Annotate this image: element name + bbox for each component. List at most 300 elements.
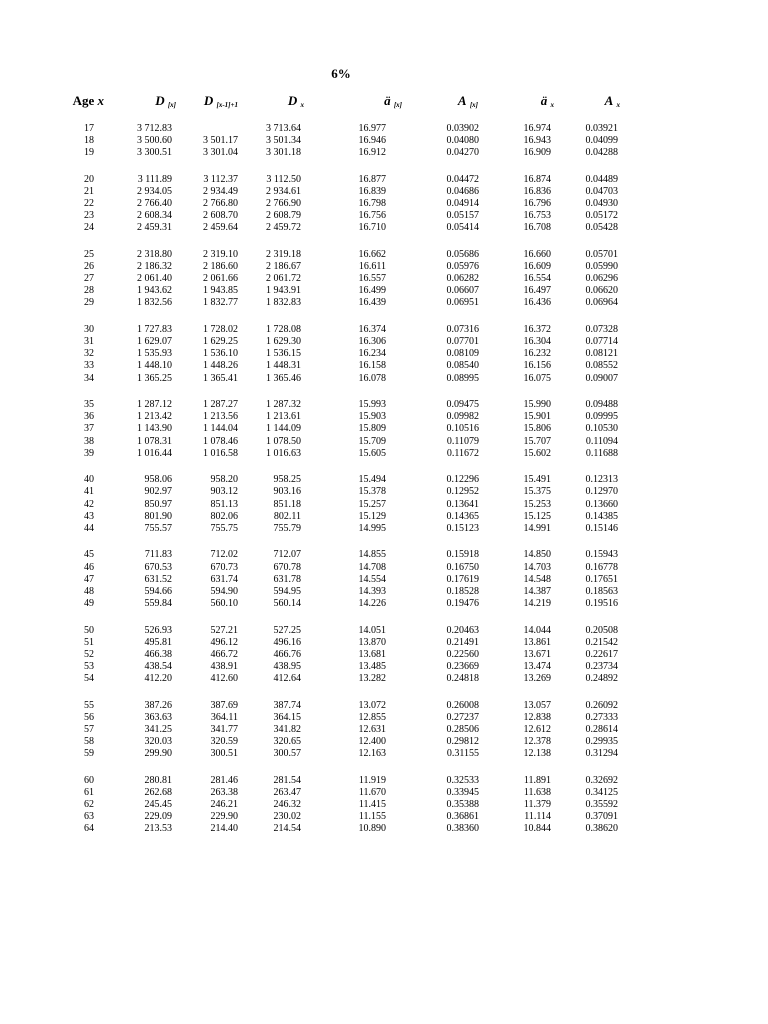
header-assurance-select-subscript: [x] xyxy=(469,101,478,109)
d-select-cell: 1 016.44 xyxy=(137,447,172,459)
age-cell: 33 xyxy=(84,360,94,372)
d-select-prev-cell: 1 448.26 xyxy=(203,360,238,372)
d-select-prev-cell: 466.72 xyxy=(210,648,238,660)
header-annuity-x-subscript: x xyxy=(550,101,554,109)
table-row xyxy=(0,174,768,186)
d-select-prev-cell: 3 501.17 xyxy=(203,135,238,147)
annuity-select-cell: 14.995 xyxy=(358,522,386,534)
d-select-prev-cell: 2 186.60 xyxy=(203,261,238,273)
annuity-select-cell: 13.681 xyxy=(358,648,386,660)
table-row xyxy=(0,249,768,261)
d-select-prev-cell: 903.12 xyxy=(210,486,238,498)
table-row xyxy=(0,811,768,823)
d-select-cell: 229.09 xyxy=(144,811,172,822)
assurance-x-cell: 0.06620 xyxy=(585,285,618,297)
annuity-x-cell: 14.044 xyxy=(523,624,551,636)
annuity-select-cell: 16.839 xyxy=(358,186,386,197)
age-cell: 31 xyxy=(84,336,94,348)
annuity-select-cell: 16.499 xyxy=(358,285,386,297)
d-select-cell: 755.57 xyxy=(144,522,172,534)
annuity-x-cell: 16.075 xyxy=(523,372,551,384)
annuity-select-cell: 16.877 xyxy=(358,173,386,185)
d-select-cell: 466.38 xyxy=(144,648,172,660)
d-select-cell: 387.26 xyxy=(144,699,172,711)
annuity-x-cell: 14.991 xyxy=(523,522,551,534)
d-x-cell: 300.57 xyxy=(273,748,301,759)
age-cell: 53 xyxy=(84,660,94,672)
age-cell: 60 xyxy=(84,774,94,786)
d-select-cell: 631.52 xyxy=(144,573,172,585)
d-x-cell: 1 078.50 xyxy=(266,435,301,447)
annuity-select-cell: 14.226 xyxy=(358,597,386,609)
table-row xyxy=(0,562,768,574)
d-select-prev-cell: 2 061.66 xyxy=(203,273,238,285)
assurance-select-cell: 0.09475 xyxy=(446,399,479,411)
d-select-cell: 2 766.40 xyxy=(137,198,172,210)
header-annuity-select-symbol: ä xyxy=(384,93,391,108)
assurance-select-cell: 0.23669 xyxy=(446,660,479,672)
assurance-x-cell: 0.07328 xyxy=(585,324,618,336)
table-row xyxy=(0,297,768,309)
table-row xyxy=(0,649,768,661)
d-select-prev-cell: 320.59 xyxy=(210,735,238,747)
d-select-cell: 363.63 xyxy=(144,711,172,723)
table-row xyxy=(0,598,768,610)
d-select-prev-cell: 1 832.77 xyxy=(203,297,238,309)
assurance-select-cell: 0.04270 xyxy=(446,147,479,159)
header-assurance-x-subscript: x xyxy=(616,101,620,109)
annuity-x-cell: 12.378 xyxy=(523,735,551,747)
table-row xyxy=(0,336,768,348)
table-row xyxy=(0,373,768,385)
d-select-cell: 902.97 xyxy=(144,486,172,498)
table-row xyxy=(0,787,768,799)
d-x-cell: 670.78 xyxy=(273,561,301,573)
d-select-prev-cell: 341.77 xyxy=(210,723,238,735)
annuity-select-cell: 16.439 xyxy=(358,297,386,309)
column-header-row xyxy=(0,93,768,113)
assurance-x-cell: 0.04288 xyxy=(585,147,618,159)
table-row xyxy=(0,474,768,486)
assurance-select-cell: 0.35388 xyxy=(446,798,479,810)
annuity-select-cell: 15.129 xyxy=(358,510,386,522)
age-cell: 56 xyxy=(84,711,94,723)
annuity-select-cell: 12.855 xyxy=(358,711,386,723)
table-row xyxy=(0,436,768,448)
assurance-x-cell: 0.09007 xyxy=(585,372,618,384)
d-select-cell: 670.53 xyxy=(144,561,172,573)
table-row xyxy=(0,736,768,748)
table-row xyxy=(0,700,768,712)
assurance-x-cell: 0.07714 xyxy=(585,336,618,348)
annuity-x-cell: 16.909 xyxy=(523,147,551,159)
d-select-cell: 801.90 xyxy=(144,510,172,522)
header-assurance-select-symbol: A xyxy=(457,93,467,108)
table-row xyxy=(0,411,768,423)
assurance-select-cell: 0.14365 xyxy=(446,510,479,522)
annuity-select-cell: 13.072 xyxy=(358,699,386,711)
header-annuity-select-subscript: [x] xyxy=(393,101,402,109)
annuity-x-cell: 15.990 xyxy=(523,399,551,411)
table-row xyxy=(0,748,768,760)
age-cell: 35 xyxy=(84,399,94,411)
d-select-prev-cell: 496.12 xyxy=(210,636,238,648)
d-x-cell: 594.95 xyxy=(273,585,301,597)
d-x-cell: 1 287.32 xyxy=(266,399,301,411)
assurance-x-cell: 0.08552 xyxy=(585,360,618,372)
d-select-prev-cell: 2 766.80 xyxy=(203,198,238,210)
table-row xyxy=(0,399,768,411)
d-select-cell: 1 143.90 xyxy=(137,423,172,435)
assurance-x-cell: 0.12313 xyxy=(585,474,618,486)
table-row xyxy=(0,549,768,561)
d-select-cell: 1 213.42 xyxy=(137,411,172,423)
table-row xyxy=(0,285,768,297)
annuity-x-cell: 16.304 xyxy=(523,336,551,348)
assurance-x-cell: 0.22617 xyxy=(585,648,618,660)
d-select-cell: 2 459.31 xyxy=(137,222,172,234)
table-row xyxy=(0,511,768,523)
d-select-prev-cell: 594.90 xyxy=(210,585,238,597)
d-select-cell: 2 934.05 xyxy=(137,186,172,197)
age-cell: 54 xyxy=(84,672,94,684)
annuity-x-cell: 15.707 xyxy=(523,435,551,447)
d-x-cell: 246.32 xyxy=(273,798,301,810)
assurance-select-cell: 0.26008 xyxy=(446,699,479,711)
table-row xyxy=(0,123,768,135)
d-x-cell: 1 832.83 xyxy=(266,297,301,309)
annuity-x-cell: 11.891 xyxy=(523,774,551,786)
assurance-select-cell: 0.03902 xyxy=(446,123,479,134)
age-cell: 51 xyxy=(84,636,94,648)
d-x-cell: 466.76 xyxy=(273,648,301,660)
table-row xyxy=(0,673,768,685)
table-row xyxy=(0,775,768,787)
table-row xyxy=(0,198,768,210)
assurance-select-cell: 0.32533 xyxy=(446,774,479,786)
assurance-x-cell: 0.15146 xyxy=(585,522,618,534)
assurance-select-cell: 0.04080 xyxy=(446,135,479,147)
d-select-cell: 2 608.34 xyxy=(137,210,172,222)
table-row xyxy=(0,823,768,835)
assurance-select-cell: 0.33945 xyxy=(446,786,479,798)
annuity-x-cell: 15.253 xyxy=(523,498,551,510)
d-select-prev-cell: 387.69 xyxy=(210,699,238,711)
d-select-prev-cell: 1 536.10 xyxy=(203,348,238,360)
assurance-select-cell: 0.04686 xyxy=(446,186,479,197)
age-cell: 26 xyxy=(84,261,94,273)
assurance-x-cell: 0.11094 xyxy=(585,435,618,447)
assurance-select-cell: 0.18528 xyxy=(446,585,479,597)
assurance-select-cell: 0.19476 xyxy=(446,597,479,609)
annuity-select-cell: 14.554 xyxy=(358,573,386,585)
assurance-select-cell: 0.17619 xyxy=(446,573,479,585)
d-select-cell: 1 535.93 xyxy=(137,348,172,360)
header-age-label: Age x xyxy=(72,93,104,108)
header-assurance-x-symbol: A xyxy=(604,93,614,108)
d-select-cell: 3 500.60 xyxy=(137,135,172,147)
assurance-x-cell: 0.21542 xyxy=(585,636,618,648)
annuity-x-cell: 12.612 xyxy=(523,723,551,735)
assurance-x-cell: 0.05701 xyxy=(585,249,618,260)
assurance-x-cell: 0.14385 xyxy=(585,510,618,522)
d-select-prev-cell: 2 319.10 xyxy=(203,249,238,260)
d-select-cell: 438.54 xyxy=(144,660,172,672)
assurance-x-cell: 0.05990 xyxy=(585,261,618,273)
annuity-x-cell: 15.491 xyxy=(523,474,551,486)
table-row xyxy=(0,486,768,498)
d-select-prev-cell: 527.21 xyxy=(210,624,238,636)
assurance-x-cell: 0.06964 xyxy=(585,297,618,309)
assurance-select-cell: 0.11079 xyxy=(446,435,479,447)
assurance-x-cell: 0.09488 xyxy=(585,399,618,411)
annuity-select-cell: 11.670 xyxy=(358,786,386,798)
d-select-prev-cell: 2 459.64 xyxy=(203,222,238,234)
annuity-select-cell: 16.557 xyxy=(358,273,386,285)
d-select-prev-cell: 755.75 xyxy=(210,522,238,534)
header-d-x-symbol: D xyxy=(287,93,298,108)
annuity-select-cell: 14.855 xyxy=(358,549,386,561)
d-select-prev-cell: 3 301.04 xyxy=(203,147,238,159)
age-cell: 40 xyxy=(84,474,94,486)
age-cell: 21 xyxy=(84,186,94,197)
table-row xyxy=(0,273,768,285)
table-row xyxy=(0,724,768,736)
d-select-prev-cell: 1 144.04 xyxy=(203,423,238,435)
d-select-prev-cell: 958.20 xyxy=(210,474,238,486)
header-d-select-prev-subscript: [x-1]+1 xyxy=(216,101,238,109)
annuity-x-cell: 16.974 xyxy=(523,123,551,134)
assurance-x-cell: 0.23734 xyxy=(585,660,618,672)
annuity-x-cell: 15.806 xyxy=(523,423,551,435)
annuity-x-cell: 16.156 xyxy=(523,360,551,372)
age-cell: 49 xyxy=(84,597,94,609)
d-select-prev-cell: 2 934.49 xyxy=(203,186,238,197)
annuity-x-cell: 16.660 xyxy=(523,249,551,260)
d-select-prev-cell: 1 287.27 xyxy=(203,399,238,411)
age-cell: 32 xyxy=(84,348,94,360)
assurance-select-cell: 0.05686 xyxy=(446,249,479,260)
assurance-x-cell: 0.24892 xyxy=(585,672,618,684)
assurance-x-cell: 0.06296 xyxy=(585,273,618,285)
annuity-select-cell: 14.708 xyxy=(358,561,386,573)
annuity-x-cell: 16.609 xyxy=(523,261,551,273)
d-x-cell: 230.02 xyxy=(273,811,301,822)
d-x-cell: 387.74 xyxy=(273,699,301,711)
annuity-select-cell: 15.378 xyxy=(358,486,386,498)
d-select-cell: 299.90 xyxy=(144,748,172,759)
assurance-select-cell: 0.07316 xyxy=(446,324,479,336)
d-select-prev-cell: 263.38 xyxy=(210,786,238,798)
age-cell: 29 xyxy=(84,297,94,309)
assurance-select-cell: 0.38360 xyxy=(446,823,479,835)
annuity-x-cell: 13.861 xyxy=(523,636,551,648)
table-row xyxy=(0,574,768,586)
table-row xyxy=(0,324,768,336)
d-x-cell: 1 943.91 xyxy=(266,285,301,297)
d-select-cell: 1 943.62 xyxy=(137,285,172,297)
annuity-select-cell: 13.485 xyxy=(358,660,386,672)
d-select-prev-cell: 560.10 xyxy=(210,597,238,609)
annuity-x-cell: 16.753 xyxy=(523,210,551,222)
d-x-cell: 1 448.31 xyxy=(266,360,301,372)
d-select-cell: 280.81 xyxy=(144,774,172,786)
age-cell: 42 xyxy=(84,498,94,510)
d-select-cell: 320.03 xyxy=(144,735,172,747)
assurance-select-cell: 0.24818 xyxy=(446,672,479,684)
assurance-select-cell: 0.36861 xyxy=(446,811,479,822)
age-cell: 36 xyxy=(84,411,94,423)
d-x-cell: 527.25 xyxy=(273,624,301,636)
assurance-select-cell: 0.04472 xyxy=(446,173,479,185)
d-x-cell: 2 934.61 xyxy=(266,186,301,197)
d-select-cell: 559.84 xyxy=(144,597,172,609)
d-x-cell: 496.16 xyxy=(273,636,301,648)
age-cell: 47 xyxy=(84,573,94,585)
d-select-prev-cell: 214.40 xyxy=(210,823,238,835)
annuity-x-cell: 15.125 xyxy=(523,510,551,522)
annuity-select-cell: 16.078 xyxy=(358,372,386,384)
annuity-select-cell: 12.400 xyxy=(358,735,386,747)
d-select-cell: 341.25 xyxy=(144,723,172,735)
annuity-select-cell: 12.631 xyxy=(358,723,386,735)
table-row xyxy=(0,423,768,435)
assurance-select-cell: 0.21491 xyxy=(446,636,479,648)
age-cell: 43 xyxy=(84,510,94,522)
table-row xyxy=(0,625,768,637)
assurance-select-cell: 0.29812 xyxy=(446,735,479,747)
age-cell: 55 xyxy=(84,699,94,711)
annuity-x-cell: 10.844 xyxy=(523,823,551,835)
d-x-cell: 364.15 xyxy=(273,711,301,723)
annuity-select-cell: 16.306 xyxy=(358,336,386,348)
assurance-select-cell: 0.16750 xyxy=(446,561,479,573)
annuity-select-cell: 16.158 xyxy=(358,360,386,372)
header-annuity-select xyxy=(356,93,402,109)
assurance-select-cell: 0.15918 xyxy=(446,549,479,561)
annuity-select-cell: 16.234 xyxy=(358,348,386,360)
d-select-prev-cell: 412.60 xyxy=(210,672,238,684)
annuity-x-cell: 13.269 xyxy=(523,672,551,684)
table-row xyxy=(0,586,768,598)
d-select-cell: 412.20 xyxy=(144,672,172,684)
annuity-x-cell: 16.708 xyxy=(523,222,551,234)
assurance-x-cell: 0.31294 xyxy=(585,748,618,759)
assurance-x-cell: 0.03921 xyxy=(585,123,618,134)
annuity-x-cell: 15.602 xyxy=(523,447,551,459)
assurance-select-cell: 0.31155 xyxy=(446,748,479,759)
annuity-select-cell: 14.393 xyxy=(358,585,386,597)
table-row xyxy=(0,637,768,649)
assurance-select-cell: 0.08109 xyxy=(446,348,479,360)
annuity-x-cell: 16.874 xyxy=(523,173,551,185)
d-select-prev-cell: 1 629.25 xyxy=(203,336,238,348)
assurance-x-cell: 0.09995 xyxy=(585,411,618,423)
age-cell: 30 xyxy=(84,324,94,336)
d-x-cell: 1 016.63 xyxy=(266,447,301,459)
assurance-select-cell: 0.09982 xyxy=(446,411,479,423)
assurance-select-cell: 0.12296 xyxy=(446,474,479,486)
annuity-x-cell: 16.436 xyxy=(523,297,551,309)
annuity-x-cell: 15.901 xyxy=(523,411,551,423)
d-x-cell: 281.54 xyxy=(273,774,301,786)
assurance-x-cell: 0.15943 xyxy=(585,549,618,561)
assurance-select-cell: 0.06607 xyxy=(446,285,479,297)
annuity-select-cell: 16.611 xyxy=(358,261,386,273)
annuity-select-cell: 13.282 xyxy=(358,672,386,684)
age-cell: 39 xyxy=(84,447,94,459)
table-row xyxy=(0,661,768,673)
d-select-prev-cell: 229.90 xyxy=(210,811,238,822)
age-cell: 18 xyxy=(84,135,94,147)
d-select-prev-cell: 851.13 xyxy=(210,498,238,510)
header-d-x-subscript: x xyxy=(300,101,304,109)
annuity-select-cell: 11.415 xyxy=(358,798,386,810)
d-x-cell: 3 112.50 xyxy=(266,173,301,185)
d-select-prev-cell: 3 112.37 xyxy=(203,173,238,185)
d-select-cell: 1 629.07 xyxy=(137,336,172,348)
table-row xyxy=(0,448,768,460)
age-cell: 17 xyxy=(84,123,94,134)
annuity-x-cell: 13.057 xyxy=(523,699,551,711)
d-select-prev-cell: 1 365.41 xyxy=(203,372,238,384)
d-select-cell: 2 061.40 xyxy=(137,273,172,285)
table-row xyxy=(0,210,768,222)
d-select-cell: 1 832.56 xyxy=(137,297,172,309)
d-select-cell: 2 318.80 xyxy=(137,249,172,260)
d-x-cell: 341.82 xyxy=(273,723,301,735)
assurance-select-cell: 0.12952 xyxy=(446,486,479,498)
d-x-cell: 214.54 xyxy=(273,823,301,835)
header-d-select xyxy=(128,93,176,109)
assurance-x-cell: 0.10530 xyxy=(585,423,618,435)
assurance-x-cell: 0.19516 xyxy=(585,597,618,609)
assurance-select-cell: 0.22560 xyxy=(446,648,479,660)
d-select-prev-cell: 438.91 xyxy=(210,660,238,672)
annuity-select-cell: 16.977 xyxy=(358,123,386,134)
d-x-cell: 3 501.34 xyxy=(266,135,301,147)
annuity-select-cell: 15.809 xyxy=(358,423,386,435)
d-select-cell: 262.68 xyxy=(144,786,172,798)
assurance-x-cell: 0.34125 xyxy=(585,786,618,798)
assurance-select-cell: 0.28506 xyxy=(446,723,479,735)
assurance-select-cell: 0.07701 xyxy=(446,336,479,348)
annuity-select-cell: 11.155 xyxy=(358,811,386,822)
age-cell: 45 xyxy=(84,549,94,561)
annuity-select-cell: 14.051 xyxy=(358,624,386,636)
d-select-cell: 526.93 xyxy=(144,624,172,636)
header-annuity-x-symbol: ä xyxy=(540,93,548,108)
annuity-x-cell: 16.232 xyxy=(523,348,551,360)
assurance-x-cell: 0.18563 xyxy=(585,585,618,597)
d-x-cell: 560.14 xyxy=(273,597,301,609)
d-x-cell: 1 365.46 xyxy=(266,372,301,384)
assurance-x-cell: 0.16778 xyxy=(585,561,618,573)
table-row xyxy=(0,523,768,535)
header-d-select-subscript: [x] xyxy=(167,101,176,109)
d-select-cell: 711.83 xyxy=(144,549,172,561)
assurance-select-cell: 0.05414 xyxy=(446,222,479,234)
d-select-prev-cell: 631.74 xyxy=(210,573,238,585)
table-row xyxy=(0,360,768,372)
d-x-cell: 3 301.18 xyxy=(266,147,301,159)
age-cell: 64 xyxy=(84,823,94,835)
header-d-select-prev-symbol: D xyxy=(203,93,214,108)
annuity-select-cell: 16.912 xyxy=(358,147,386,159)
annuity-x-cell: 14.703 xyxy=(523,561,551,573)
header-assurance-select xyxy=(430,93,478,109)
assurance-x-cell: 0.12970 xyxy=(585,486,618,498)
